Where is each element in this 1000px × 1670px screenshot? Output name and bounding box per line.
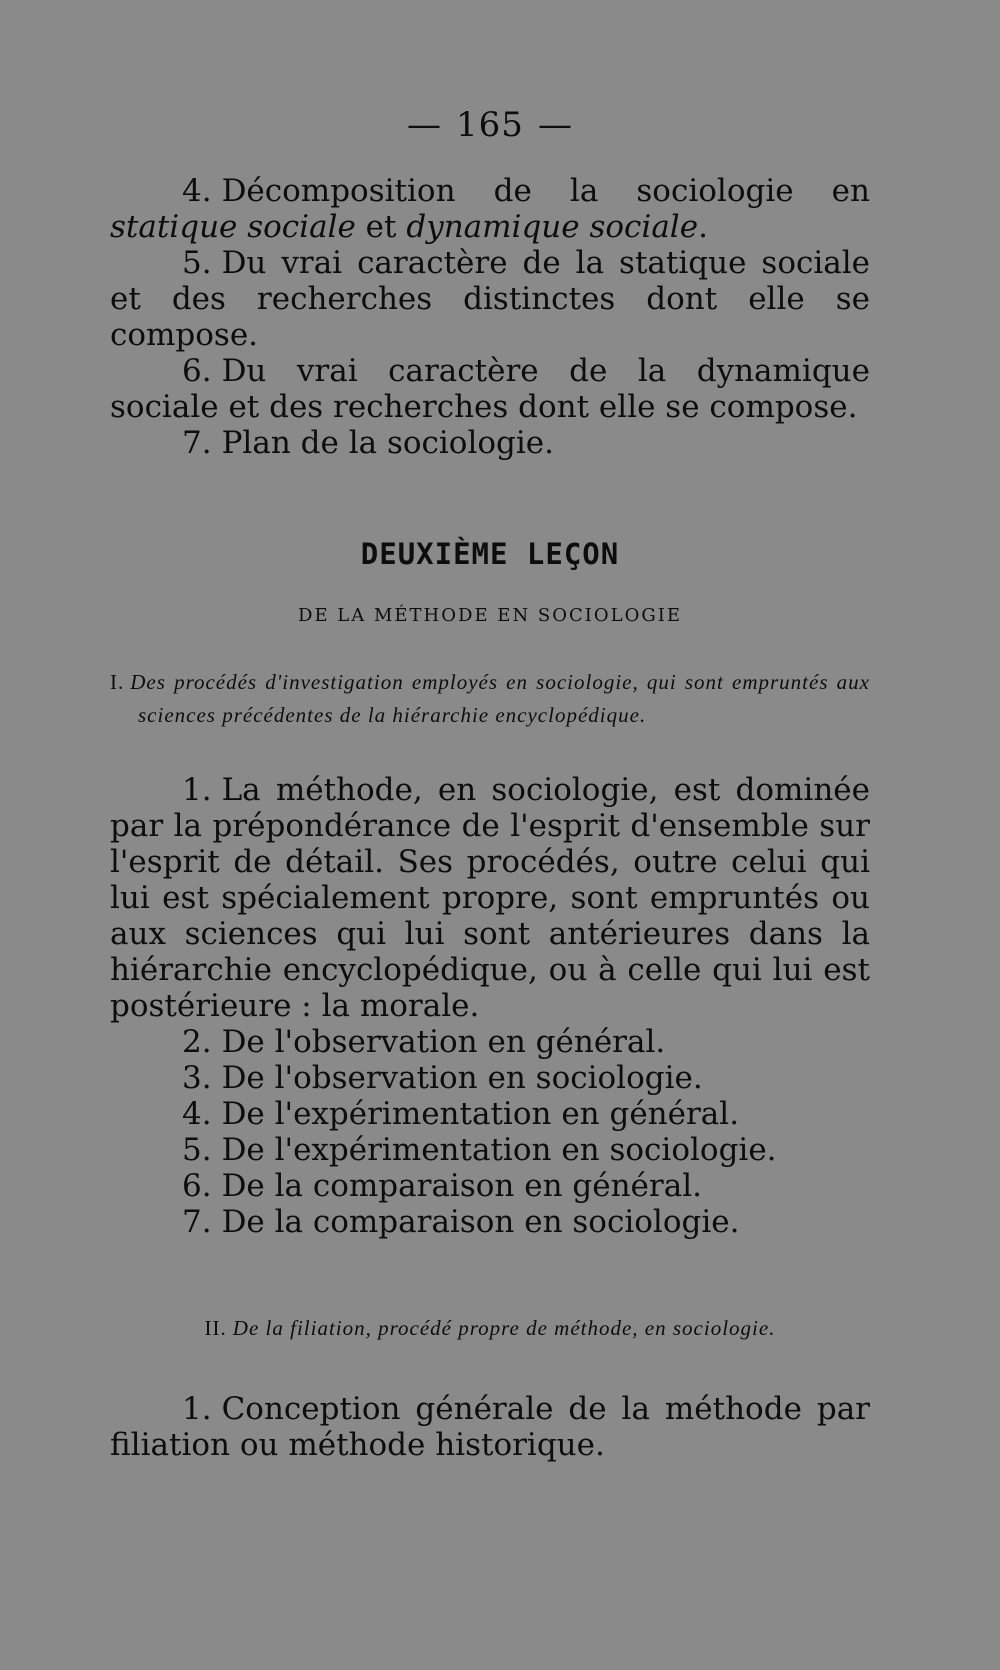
item-number: 5.: [182, 245, 212, 281]
dash: —: [407, 105, 443, 145]
item-number: 4.: [182, 1096, 212, 1132]
item-italic-text: dynamique sociale: [406, 209, 699, 245]
list-item: [110, 1024, 870, 1060]
item-number: 7.: [182, 425, 212, 461]
list-item: [110, 173, 870, 245]
item-number: 3.: [182, 1060, 212, 1096]
section-title: De la filiation, procédé propre de méthode, en sociologie.: [232, 1316, 776, 1340]
list-item: [110, 1204, 870, 1240]
book-page: [110, 105, 870, 1463]
list-item: [110, 1132, 870, 1168]
item-number: 1.: [182, 772, 212, 808]
item-text: .: [698, 209, 708, 245]
item-text: Du vrai caractère de la statique sociale et des recherches distinctes dont elle se compose.: [110, 245, 870, 353]
page-number-value: 165: [456, 105, 524, 145]
list-item: [110, 1391, 870, 1463]
item-italic-text: statique sociale: [110, 209, 356, 245]
section-title: Des procédés d'investigation employés en sociologie, qui sont empruntés aux sciences précédentes de la hiérarchie encyclopédique.: [130, 670, 870, 727]
item-number: 4.: [182, 173, 212, 209]
page-number: [110, 105, 870, 145]
item-number: 6.: [182, 1168, 212, 1204]
item-number: 6.: [182, 353, 212, 389]
section-heading: [110, 1312, 870, 1345]
list-item: [110, 772, 870, 1024]
item-text: Décomposition de la sociologie en: [221, 173, 870, 209]
item-text: De l'observation en général.: [221, 1024, 666, 1060]
section2-list: [110, 1391, 870, 1463]
item-number: 2.: [182, 1024, 212, 1060]
item-text: De l'expérimentation en général.: [221, 1096, 740, 1132]
lecon-title: DEUXIÈME LEÇON: [360, 537, 620, 571]
list-item: [110, 425, 870, 461]
item-text: De la comparaison en général.: [221, 1168, 702, 1204]
item-number: 1.: [182, 1391, 212, 1427]
item-text: De l'observation en sociologie.: [221, 1060, 703, 1096]
list-item: [110, 245, 870, 353]
list-item: [110, 1096, 870, 1132]
item-text: De la comparaison en sociologie.: [221, 1204, 740, 1240]
section-numeral: II.: [204, 1316, 227, 1340]
item-text: Du vrai caractère de la dynamique sociale et des recherches dont elle se compose.: [110, 353, 870, 425]
section-numeral: I.: [110, 670, 125, 694]
list-item: [110, 1060, 870, 1096]
item-text: De l'expérimentation en sociologie.: [221, 1132, 777, 1168]
section-heading: [110, 666, 870, 732]
list-item: [110, 1168, 870, 1204]
dash: —: [537, 105, 573, 145]
list-item: [110, 353, 870, 425]
item-text: Plan de la sociologie.: [221, 425, 554, 461]
item-number: 5.: [182, 1132, 212, 1168]
lecon-subtitle: DE LA MÉTHODE EN SOCIOLOGIE: [298, 605, 682, 626]
item-text: La méthode, en sociologie, est dominée par la prépondérance de l'esprit d'ensemble sur l'esprit de détail. Ses procédés, outre celui qui lui est spécialement propre, sont empruntés ou aux sciences qui lui sont antérieures dans la hiérarchie encyclopédique, ou à celle qui lui est postérieure : la morale.: [110, 772, 870, 1024]
item-text: et: [355, 209, 407, 245]
intro-list: [110, 173, 870, 461]
section1-list: [110, 772, 870, 1240]
item-number: 7.: [182, 1204, 212, 1240]
item-text: Conception générale de la méthode par filiation ou méthode historique.: [110, 1391, 870, 1463]
